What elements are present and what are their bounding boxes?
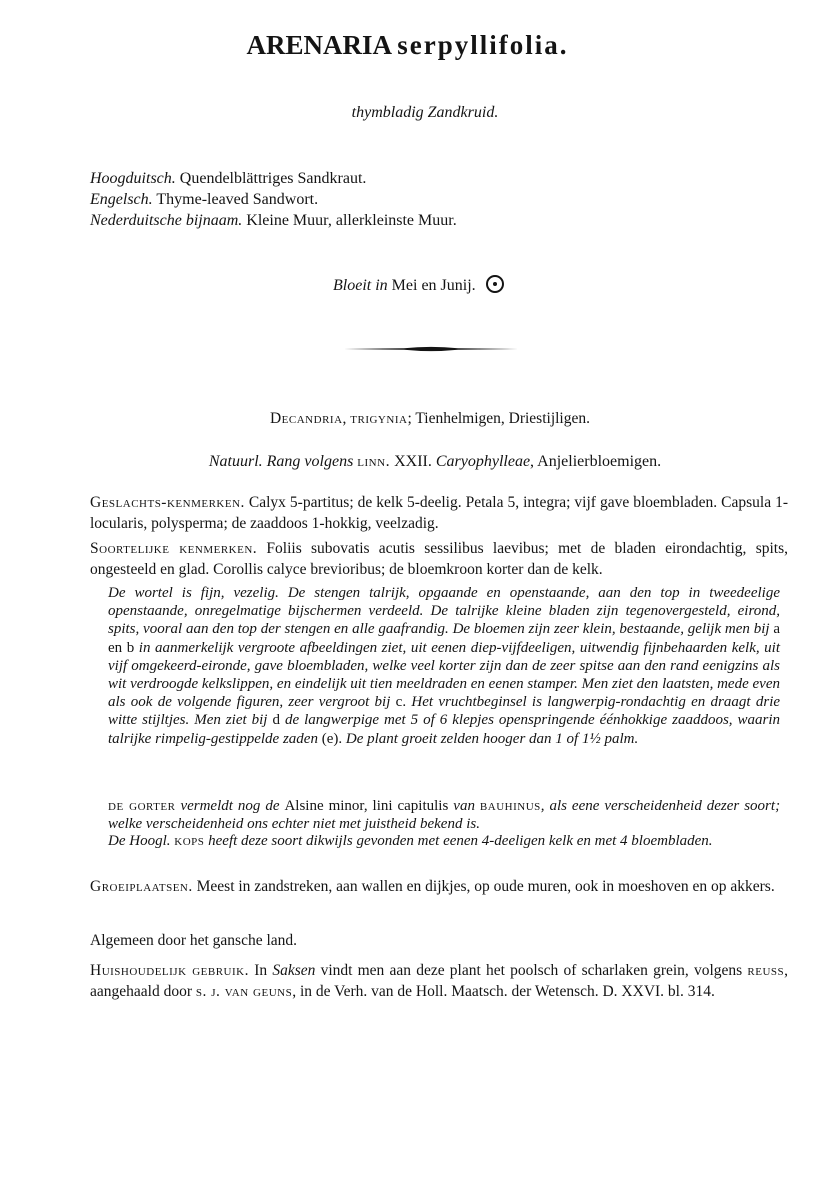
linnaean-classification: Decandria, trigynia; Tienhelmigen, Driestijligen.	[269, 410, 590, 427]
vernacular-name: Quendelblättriges Sandkraut.	[179, 170, 367, 187]
bloom-label: Bloeit	[333, 277, 372, 294]
name-row	[90, 168, 457, 189]
class-name: Decandria	[269, 410, 343, 427]
genus-characters	[90, 492, 788, 534]
bloom-in: in	[375, 277, 388, 294]
linnaeus-ref: linn.	[357, 453, 391, 470]
rank-number: XXII.	[394, 453, 432, 470]
note-text: van	[453, 798, 475, 814]
description-text: De wortel is fijn, vezelig. De stengen talrijk, opgaande en openstaande, aan den top in tweedeelige openstaande, onregelmatige bijschermen verdeeld. De talrijke kleine bladen zijn tegenovergesteld, eirond, spits, vooral aan den top der stengen en alle gaafrandig. De bloemen zijn zeer klein, bestaande, gelijk men bij	[108, 585, 780, 638]
gorter-note	[108, 797, 780, 833]
kops-note	[108, 832, 780, 850]
page-title	[0, 30, 815, 61]
habitat	[90, 876, 788, 897]
description-text: de langwerpige met 5 of 6 klepjes openspringende éénhokkige zaaddoos, waarin talrijke rimpelig-gestippelde zaden	[108, 712, 781, 747]
section-text: , aangehaald door	[90, 962, 789, 1000]
dutch-name: thymbladig Zandkruid.	[351, 104, 499, 121]
author-name: reuss	[747, 962, 785, 979]
name-row	[90, 210, 457, 231]
section-text: , in de Verh. van de Holl. Maatsch. der Wetensch. D. XXVI. bl. 314.	[292, 983, 715, 1000]
vernacular-name: Thyme-leaved Sandwort.	[156, 191, 319, 208]
section-text: vindt men aan deze plant het poolsch of scharlaken grein, volgens	[320, 962, 743, 979]
section-text: Foliis subovatis acutis sessilibus laevibus; met de bladen eirondachtig, spits, ongesteeld en glad. Corollis calyce brevioribus; de bloemkroon korter dan de kelk.	[90, 540, 788, 578]
section-text: In	[254, 962, 268, 979]
natural-rank-label: Natuurl. Rang volgens	[208, 453, 354, 470]
bloom-months: Mei en Junij.	[391, 277, 476, 294]
description-text: Het vruchtbeginsel is langwerpig-rondachtig en draagt drie witte stijltjes. Men ziet bij	[108, 694, 781, 729]
place-name: Saksen	[272, 962, 316, 979]
note-text: vermeldt nog de	[180, 798, 280, 814]
annual-symbol-icon	[486, 275, 504, 293]
figure-ref: d	[272, 712, 280, 729]
section-heading: Groeiplaatsen.	[90, 878, 193, 895]
plant-description	[108, 584, 780, 748]
figure-ref: b	[126, 639, 135, 656]
title-genus: ARENARIA	[246, 30, 391, 60]
note-text: heeft deze soort dikwijls gevonden met eenen 4-deeligen kelk en met 4 bloembladen.	[208, 833, 713, 849]
language-label: Nederduitsche bijnaam.	[90, 212, 243, 229]
economic-use	[90, 960, 788, 1002]
conjunction: en	[108, 639, 123, 656]
ornamental-divider	[344, 344, 518, 354]
title-species: serpyllifolia.	[397, 30, 569, 60]
author-name: bauhinus	[479, 798, 541, 814]
author-name: de gorter	[108, 798, 176, 814]
description-text: in aanmerkelijk vergroote afbeeldingen ziet, uit eenen diep-vijfdeeligen, uitwendig fijnbehaarden kelk, uit vijf omgekeerd-eironde, gave bloembladen, welke veel korter zijn dan de zeer spitse aan den rand eenigzins als wit verdroogde kelkslippen, en eindelijk uit tien meeldraden en eenen stamper. Men ziet den laatsten, mede even als ook de volgende figuren, zeer vergroot bij	[108, 639, 780, 711]
name-row	[90, 189, 457, 210]
natural-rank	[0, 453, 815, 471]
classification-dutch: ; Tienhelmigen, Driestijligen.	[407, 410, 590, 427]
note-text: , als eene verscheidenheid dezer soort; welke verscheidenheid ons echter niet met juistheid bekend is.	[108, 798, 781, 833]
family-dutch: , Anjelierbloemigen.	[530, 453, 662, 470]
note-text: De Hoogl.	[108, 833, 171, 849]
distribution: Algemeen door het gansche land.	[90, 932, 298, 949]
flowering-time	[333, 275, 504, 295]
section-heading: Huishoudelijk gebruik.	[90, 962, 249, 979]
figure-ref: c.	[395, 694, 407, 711]
section-text: Meest in zandstreken, aan wallen en dijkjes, op oude muren, ook in moeshoven en op akkers.	[196, 878, 775, 895]
figure-ref: a	[773, 621, 781, 638]
author-name: s. j. van geuns	[195, 983, 293, 1000]
vernacular-names	[90, 168, 457, 231]
author-name: kops	[174, 833, 205, 849]
section-text: Calyx 5-partitus; de kelk 5-deelig. Petala 5, integra; vijf gave bloembladen. Capsula 1-locularis, polysperma; de zaaddoos 1-hokkig, veelzadig.	[90, 494, 788, 532]
description-text: De plant groeit zelden hooger dan 1 of 1½ palm.	[345, 730, 639, 747]
section-heading: Soortelijke kenmerken.	[90, 540, 258, 557]
language-label: Engelsch.	[90, 191, 153, 208]
latin-name: Alsine minor, lini capitulis	[284, 798, 449, 814]
vernacular-name: Kleine Muur, allerkleinste Muur.	[246, 212, 457, 229]
section-heading: Geslachts-kenmerken.	[90, 494, 245, 511]
language-label: Hoogduitsch.	[90, 170, 176, 187]
figure-ref: (e).	[321, 730, 343, 747]
family-name: Caryophylleae	[435, 453, 531, 470]
species-characters	[90, 538, 788, 580]
order-name: trigynia	[350, 410, 408, 427]
